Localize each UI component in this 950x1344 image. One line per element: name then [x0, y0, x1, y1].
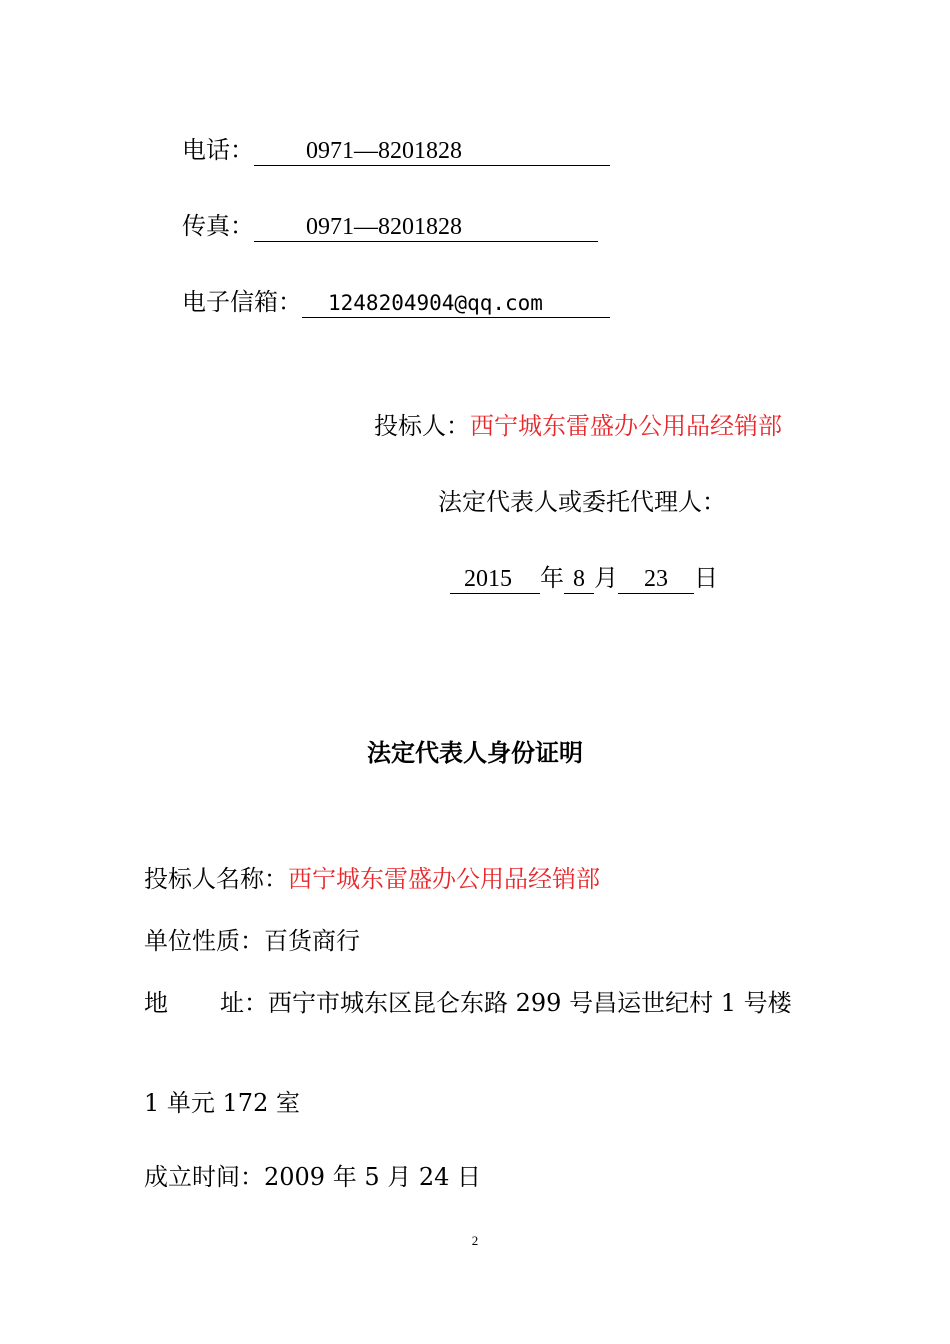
date-month: 8: [564, 565, 594, 594]
phone-row: [182, 135, 610, 166]
phone-value: 0971—8201828: [254, 137, 610, 166]
established-row: [144, 1162, 481, 1192]
bidder-name-label: 投标人名称：: [144, 865, 288, 893]
date-day: 23: [618, 565, 694, 594]
address-line-1: 西宁市城东区昆仑东路 299 号昌运世纪村 1 号楼: [268, 989, 792, 1017]
bidder-name-row: [144, 864, 600, 894]
date-row: [450, 563, 718, 594]
month-unit: 月: [594, 564, 618, 592]
bidder-name: 西宁城东雷盛办公用品经销部: [470, 412, 782, 440]
email-row: [182, 287, 610, 318]
nature-row: [144, 926, 360, 956]
date-year: 2015: [450, 565, 540, 594]
bidder-name-value: 西宁城东雷盛办公用品经销部: [288, 865, 600, 893]
bidder-label: 投标人：: [374, 412, 470, 440]
certificate-title: 法定代表人身份证明: [367, 739, 583, 767]
address-label-second: 址：: [220, 989, 268, 1017]
nature-label: 单位性质：: [144, 927, 264, 955]
address-continuation-row: [144, 1088, 300, 1118]
address-row: [144, 988, 792, 1018]
email-value: 1248204904@qq.com: [302, 289, 610, 318]
bidder-row: [374, 411, 782, 441]
representative-label: 法定代表人或委托代理人：: [438, 488, 726, 516]
year-unit: 年: [540, 564, 564, 592]
established-label: 成立时间：: [144, 1163, 264, 1191]
fax-row: [182, 211, 598, 242]
phone-label: 电话：: [182, 136, 254, 164]
page-number: 2: [471, 1233, 479, 1248]
address-line-2: 1 单元 172 室: [144, 1089, 300, 1117]
address-label-first: 地: [144, 989, 168, 1017]
day-unit: 日: [694, 564, 718, 592]
fax-value: 0971—8201828: [254, 213, 598, 242]
email-label: 电子信箱：: [182, 288, 302, 316]
established-value: 2009 年 5 月 24 日: [264, 1163, 482, 1191]
fax-label: 传真：: [182, 212, 254, 240]
representative-row: [438, 487, 726, 517]
nature-value: 百货商行: [264, 927, 360, 955]
